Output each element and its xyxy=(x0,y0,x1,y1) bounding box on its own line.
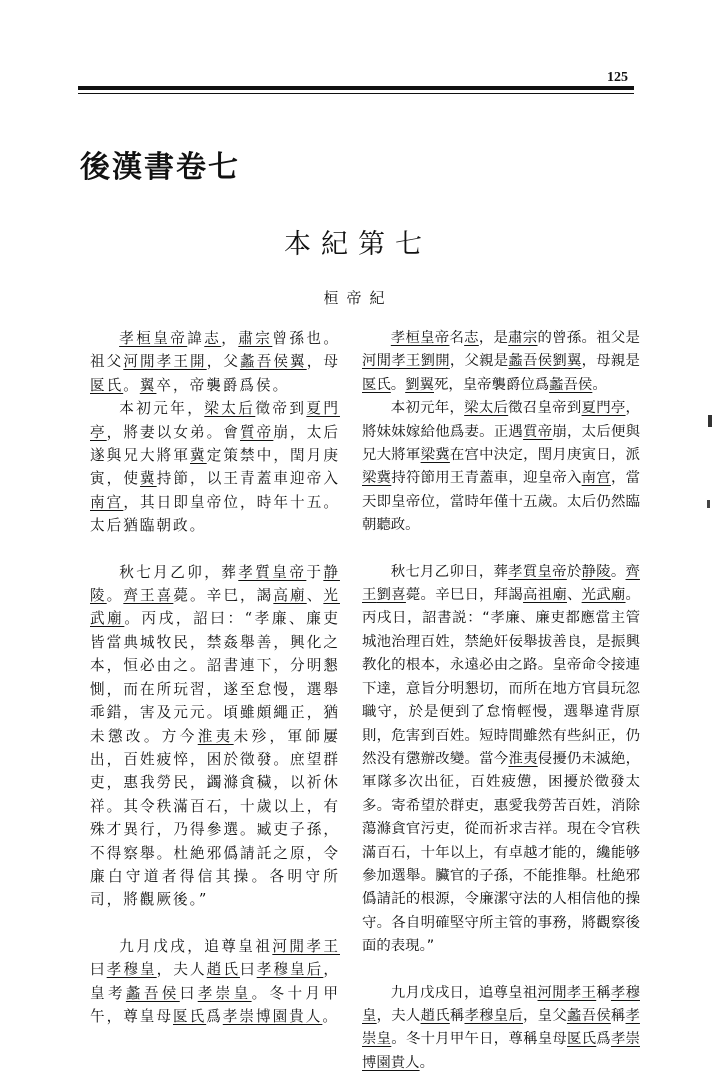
text-run: 徵帝到 xyxy=(255,400,307,418)
proper-noun: 劉喜 xyxy=(376,587,406,604)
proper-noun: 志 xyxy=(464,330,479,346)
proper-noun: 梁冀 xyxy=(362,470,392,487)
text-run: 秋七月乙卯，葬 xyxy=(119,563,239,581)
section-title: 本紀第七 xyxy=(284,229,432,260)
paragraph xyxy=(362,561,640,959)
proper-noun: 静陵 xyxy=(581,563,611,580)
proper-noun: 蠡吾侯 xyxy=(566,1007,611,1024)
proper-noun: 梁太后 xyxy=(204,400,256,418)
text-run: 。冬十月甲午，尊皇母 xyxy=(90,984,340,1025)
text-run: 死，皇帝襲爵位爲 xyxy=(434,376,550,393)
text-run: 曰 xyxy=(240,961,257,979)
text-run: ，是 xyxy=(478,330,509,346)
proper-noun: 劉翼 xyxy=(405,376,434,393)
proper-noun: 孝桓皇帝 xyxy=(390,330,450,346)
text-run: 卒，帝襲爵爲侯。 xyxy=(156,376,290,394)
text-run: 於 xyxy=(566,563,582,580)
text-run: 薨。辛巳，謁 xyxy=(173,587,274,605)
text-run: ，將妻以女弟。會 xyxy=(106,423,241,441)
text-run: 爲 xyxy=(596,1031,611,1048)
proper-noun: 孝崇皇 xyxy=(197,984,252,1002)
text-run: 曾孫也。祖父 xyxy=(90,330,340,371)
proper-noun: 匽氏 xyxy=(362,376,391,393)
proper-noun: 劉翼 xyxy=(552,353,582,370)
text-run: 定策禁中，閏月庚寅，使 xyxy=(90,447,340,488)
text-run: 于 xyxy=(306,563,324,581)
proper-noun: 志 xyxy=(204,330,222,347)
text-run: ，父親是 xyxy=(449,353,509,370)
page-number: 125 xyxy=(607,70,628,85)
proper-noun: 匽氏 xyxy=(172,1007,207,1025)
proper-noun: 南宫 xyxy=(90,493,124,511)
proper-noun: 蠡吾侯 xyxy=(549,376,593,393)
proper-noun: 翼 xyxy=(139,376,157,394)
paragraph xyxy=(362,982,640,1075)
text-run: 。 xyxy=(419,1054,434,1071)
proper-noun: 齊王 xyxy=(362,563,640,604)
text-run: 、 xyxy=(566,587,582,604)
paragraph xyxy=(90,327,340,397)
proper-noun: 趙氏 xyxy=(420,1007,450,1024)
text-run: 。冬十月甲午日，尊稱皇母 xyxy=(391,1031,567,1048)
proper-noun: 蠡吾侯 xyxy=(125,984,180,1002)
proper-noun: 冀 xyxy=(140,470,157,488)
text-run: 名 xyxy=(449,330,465,346)
text-run: 持符節用王青蓋車，迎皇帝入 xyxy=(391,470,582,487)
text-run: 爲 xyxy=(206,1007,223,1025)
scan-mark xyxy=(707,500,710,508)
proper-noun: 孝質皇帝 xyxy=(238,563,307,581)
proper-noun: 肅宗 xyxy=(508,330,538,346)
paragraph xyxy=(90,397,340,537)
text-run: 薨。辛巳日，拜謁 xyxy=(405,587,524,604)
proper-noun: 冀 xyxy=(190,447,207,465)
proper-noun: 孝崇博園貴人 xyxy=(222,1007,323,1025)
proper-noun: 孝質皇帝 xyxy=(508,563,567,580)
proper-noun: 肅宗 xyxy=(238,330,273,347)
text-run: ，夫人 xyxy=(376,1007,421,1024)
proper-noun: 河閒孝王 xyxy=(272,937,340,955)
header-rule-thin xyxy=(78,93,634,94)
text-run: 。丙戌日，詔書説：“孝廉、廉吏都應當主管城池治理百姓，禁絶奸佞舉拔善良，是振興教化的根本，永遠必由之路。皇帝命令接連下達，意旨分明懇切，而所在地方官員玩忽職守，於是便到了怠惰輕慢，選舉違背原則，危害到百姓。短時間雖然有些糾正，仍然没有懲辦改變。當今 xyxy=(362,587,640,767)
text-run: 持節，以王青蓋車迎帝入 xyxy=(156,470,340,488)
paragraph xyxy=(90,561,340,912)
text-run: ，當天即皇帝位，當時年僅十五歲。太后仍然臨朝聽政。 xyxy=(362,470,640,534)
proper-noun: 孝穆皇后 xyxy=(256,961,324,979)
text-run: 。 xyxy=(592,376,607,393)
text-run: ，皇父 xyxy=(523,1007,567,1024)
proper-noun: 梁太后 xyxy=(464,400,509,417)
proper-noun: 齊王喜 xyxy=(123,587,174,605)
text-run: ，母親是 xyxy=(581,353,640,370)
text-run: 本初元年， xyxy=(119,400,205,418)
text-run: ，將妹妹嫁給他爲妻。正遇 xyxy=(362,400,640,440)
text-run: 。 xyxy=(610,563,626,580)
text-run: 。 xyxy=(322,1007,339,1025)
text-run: 諱 xyxy=(187,330,205,347)
text-run: ，皇考 xyxy=(90,961,340,1002)
text-run: 。 xyxy=(390,376,406,393)
text-run: 本初元年， xyxy=(390,400,465,417)
proper-noun: 匽氏 xyxy=(567,1031,597,1048)
proper-noun: 梁冀 xyxy=(420,447,450,464)
text-run: 侵擾仍未滅絶，軍隊多次出征，百姓疲憊，困擾於徵發太多。寄希望於群吏，惠愛我勞苦百姓，消除蕩滌貪官污吏，從而祈求吉祥。現在令官秩滿百石，十年以上，有卓越才能的，纔能够參加選舉。臟官的子孫，不能推舉。杜絶邪僞請託的根源，令廉潔守法的人相信他的操守。各自明確堅守所主管的事務，將觀察後面的表現。” xyxy=(362,750,640,955)
header-rule-thick xyxy=(78,86,634,90)
text-run: 曰 xyxy=(90,961,107,979)
proper-noun: 趙氏 xyxy=(206,961,241,979)
paragraph xyxy=(362,327,640,397)
text-run: 。 xyxy=(123,376,140,394)
proper-noun: 光武廟 xyxy=(90,587,340,628)
proper-noun: 河閒孝王 xyxy=(362,353,421,370)
chapter-subtitle: 桓帝紀 xyxy=(323,289,393,307)
text-run: 稱 xyxy=(449,1007,465,1024)
text-run: 崩，太后遂與兄大將軍 xyxy=(90,423,340,465)
proper-noun: 孝崇博園貴人 xyxy=(362,1031,640,1071)
proper-noun: 匽氏 xyxy=(90,376,124,394)
proper-noun: 孝桓皇帝 xyxy=(119,330,188,347)
text-run: 稱 xyxy=(596,984,611,1001)
proper-noun: 質帝 xyxy=(523,423,553,440)
text-run: 的曾孫。祖父是 xyxy=(537,330,640,346)
book-title: 後漢書卷七 xyxy=(80,150,240,185)
proper-noun: 河閒孝王 xyxy=(537,984,597,1001)
proper-noun: 夏門亭 xyxy=(90,400,340,441)
text-run: 徵召皇帝到 xyxy=(508,400,582,417)
translation-text-column xyxy=(362,327,640,1075)
proper-noun: 淮夷 xyxy=(508,750,538,767)
text-run: 秋七月乙卯日，葬 xyxy=(390,563,509,580)
proper-noun: 高廟 xyxy=(273,587,307,605)
proper-noun: 質帝 xyxy=(240,423,274,441)
proper-noun: 淮夷 xyxy=(197,727,234,745)
paragraph xyxy=(362,397,640,537)
text-run: 崩，太后便與兄大將軍 xyxy=(362,423,640,464)
text-run: 未殄，軍師屢出，百姓疲悴，困於徵發。庶望群吏，惠我勞民，蠲滌貪穢，以祈休祥。其令秩滿百石，十歲以上，有殊才異行，乃得參選。臧吏子孫，不得察舉。杜絶邪僞請託之原，令廉白守道者得信其操。各明守所司，將觀厥後。” xyxy=(90,727,340,909)
text-run: 在宫中決定，閏月庚寅日，派 xyxy=(449,447,640,464)
proper-noun: 孝崇皇 xyxy=(362,1007,640,1048)
text-run: 。丙戌，詔曰：“孝廉、廉吏皆當典城牧民，禁姦舉善，興化之本，恒必由之。詔書連下，分明懇惻，而在所玩習，遂至怠慢，選舉乖錯，害及元元。頃雖頗繩正，猶未懲改。方今 xyxy=(90,610,340,745)
proper-noun: 南宫 xyxy=(581,470,611,487)
text-run: ，父 xyxy=(206,353,241,371)
proper-noun: 孝穆皇后 xyxy=(464,1007,524,1024)
proper-noun: 蠡吾侯翼 xyxy=(240,353,307,371)
proper-noun: 孝穆皇 xyxy=(362,984,640,1024)
text-run: 九月戊戌，追尊皇祖 xyxy=(119,937,273,955)
proper-noun: 静陵 xyxy=(90,563,340,605)
text-run: 。 xyxy=(106,587,124,605)
proper-noun: 劉開 xyxy=(420,353,450,370)
text-run: 九月戊戌日，追尊皇祖 xyxy=(390,984,538,1001)
proper-noun: 光武廟 xyxy=(581,587,626,604)
text-run: 、 xyxy=(306,587,324,605)
scan-mark xyxy=(708,415,712,427)
text-run: ，夫人 xyxy=(156,961,207,979)
text-run: ， xyxy=(221,330,239,347)
proper-noun: 蠡吾侯 xyxy=(508,353,553,370)
proper-noun: 河閒孝王開 xyxy=(123,353,207,371)
text-run: 稱 xyxy=(610,1007,626,1024)
paragraph xyxy=(90,935,340,1029)
proper-noun: 高祖廟 xyxy=(523,587,567,604)
text-run: ，其日即皇帝位，時年十五。太后猶臨朝政。 xyxy=(90,493,340,535)
proper-noun: 夏門亭 xyxy=(581,400,626,417)
proper-noun: 孝穆皇 xyxy=(106,961,157,979)
text-run: ，母 xyxy=(306,353,340,371)
classical-text-column xyxy=(90,327,340,1028)
text-run: 曰 xyxy=(179,984,198,1002)
